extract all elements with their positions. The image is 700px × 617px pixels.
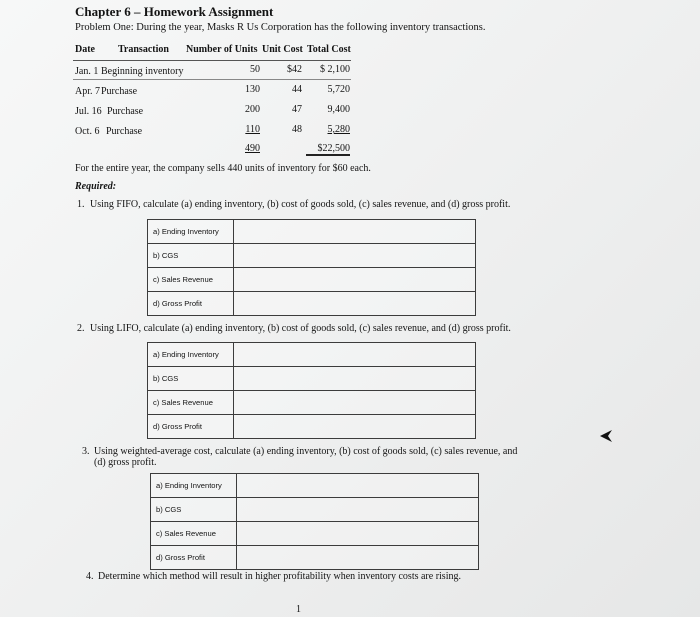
fifo-ending-inventory-field[interactable] [234, 220, 476, 244]
lifo-cgs-field[interactable] [234, 367, 476, 391]
row-transaction: Beginning inventory [101, 66, 184, 77]
header-underline [73, 60, 351, 61]
required-label: Required: [75, 181, 117, 192]
row-date: Oct. 6 [75, 126, 100, 137]
sales-note: For the entire year, the company sells 440 units of inventory for $60 each. [75, 163, 371, 174]
answer-label: c) Sales Revenue [151, 522, 237, 546]
row-units: 200 [245, 104, 260, 115]
header-date: Date [75, 44, 95, 55]
answer-label: d) Gross Profit [151, 546, 237, 570]
row-transaction: Purchase [106, 126, 143, 137]
row-transaction: Purchase [101, 86, 138, 97]
row-units: 130 [245, 84, 260, 95]
row-divider [73, 79, 351, 80]
row-unit-cost: 48 [292, 124, 302, 135]
row-date: Jul. 16 [75, 106, 102, 117]
question-2-text: Using LIFO, calculate (a) ending inventory, (b) cost of goods sold, (c) sales revenue, and (d) gross profit. [90, 323, 511, 334]
question-4-text: Determine which method will result in higher profitability when inventory costs are rising. [98, 571, 461, 582]
header-units: Number of Units [186, 44, 258, 55]
answer-label: b) CGS [148, 244, 234, 268]
question-2-number: 2. [77, 323, 85, 334]
lifo-ending-inventory-field[interactable] [234, 343, 476, 367]
problem-intro: Problem One: During the year, Masks R Us Corporation has the following inventory transactions. [75, 22, 486, 33]
row-units: 110 [245, 124, 260, 135]
question-3-text: Using weighted-average cost, calculate (a) ending inventory, (b) cost of goods sold, (c) sales revenue, and [94, 446, 518, 457]
answer-label: c) Sales Revenue [148, 391, 234, 415]
wavg-sales-revenue-field[interactable] [237, 522, 479, 546]
lifo-answer-table [147, 342, 476, 439]
row-unit-cost: $42 [287, 64, 302, 75]
row-date: Jan. 1 [75, 66, 99, 77]
answer-label: a) Ending Inventory [148, 343, 234, 367]
answer-label: b) CGS [151, 498, 237, 522]
question-3-text-line2: (d) gross profit. [94, 457, 157, 468]
question-3-number: 3. [82, 446, 90, 457]
row-date: Apr. 7 [75, 86, 100, 97]
fifo-gross-profit-field[interactable] [234, 292, 476, 316]
fifo-answer-table [147, 219, 476, 316]
page-title: Chapter 6 – Homework Assignment [75, 4, 274, 19]
answer-label: a) Ending Inventory [151, 474, 237, 498]
question-4-number: 4. [86, 571, 94, 582]
wavg-cgs-field[interactable] [237, 498, 479, 522]
question-1-text: Using FIFO, calculate (a) ending inventory, (b) cost of goods sold, (c) sales revenue, and (d) gross profit. [90, 199, 511, 210]
answer-label: a) Ending Inventory [148, 220, 234, 244]
header-total-cost: Total Cost [307, 44, 351, 55]
answer-label: b) CGS [148, 367, 234, 391]
row-total-cost: 9,400 [327, 104, 350, 115]
weighted-average-answer-table [150, 473, 479, 570]
row-total-cost: 5,720 [327, 84, 350, 95]
row-unit-cost: 47 [292, 104, 302, 115]
answer-label: d) Gross Profit [148, 292, 234, 316]
fifo-cgs-field[interactable] [234, 244, 476, 268]
mouse-cursor-icon [598, 428, 614, 444]
header-transaction: Transaction [118, 44, 169, 55]
page-number: 1 [296, 604, 301, 615]
row-unit-cost: 44 [292, 84, 302, 95]
total-units: 490 [245, 143, 260, 154]
total-cost: $22,500 [306, 143, 350, 156]
row-units: 50 [250, 64, 260, 75]
row-total-cost: 5,280 [327, 124, 350, 135]
header-unit-cost: Unit Cost [262, 44, 303, 55]
wavg-ending-inventory-field[interactable] [237, 474, 479, 498]
lifo-gross-profit-field[interactable] [234, 415, 476, 439]
wavg-gross-profit-field[interactable] [237, 546, 479, 570]
answer-label: c) Sales Revenue [148, 268, 234, 292]
fifo-sales-revenue-field[interactable] [234, 268, 476, 292]
row-transaction: Purchase [107, 106, 144, 117]
answer-label: d) Gross Profit [148, 415, 234, 439]
question-1-number: 1. [77, 199, 85, 210]
row-total-cost: $ 2,100 [320, 64, 350, 75]
lifo-sales-revenue-field[interactable] [234, 391, 476, 415]
